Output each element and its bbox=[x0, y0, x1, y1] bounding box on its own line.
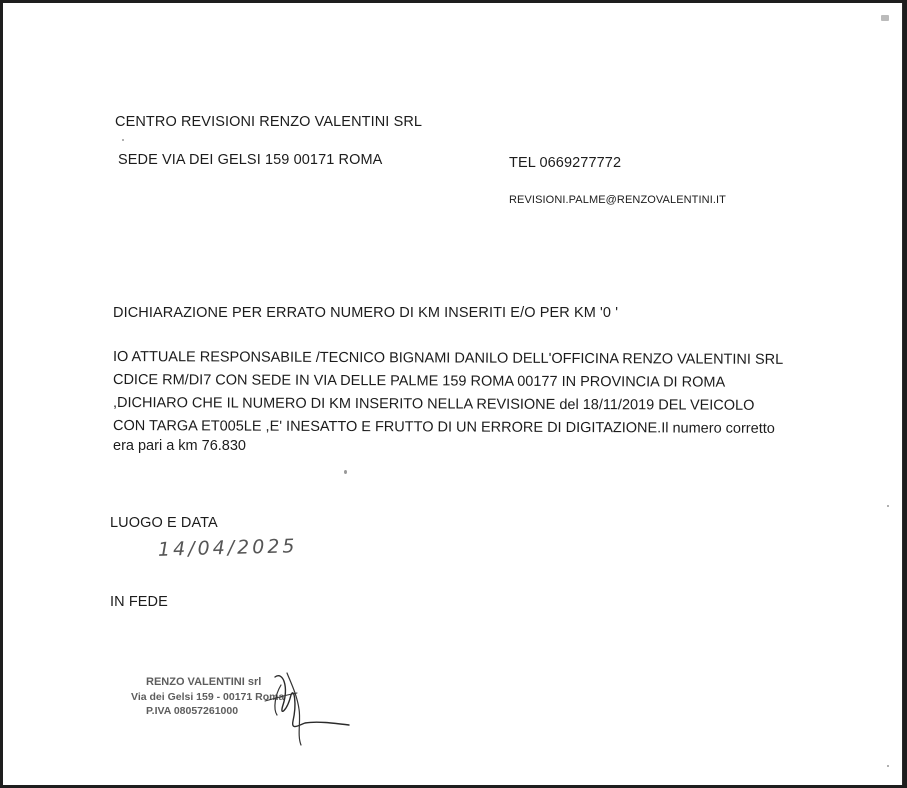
company-email: REVISIONI.PALME@RENZOVALENTINI.IT bbox=[509, 194, 726, 206]
stamp-line: P.IVA 08057261000 bbox=[146, 705, 239, 717]
body-line: CON TARGA ET005LE ,E' INESATTO E FRUTTO DI UN ERRORE DI DIGITAZIONE.Il numero corretto bbox=[112, 418, 775, 437]
scan-speck bbox=[881, 15, 889, 21]
company-phone: TEL 0669277772 bbox=[509, 155, 622, 171]
document-title: DICHIARAZIONE PER ERRATO NUMERO DI KM INSERITI E/O PER KM '0 ' bbox=[113, 305, 619, 321]
body-line: ,DICHIARO CHE IL NUMERO DI KM INSERITO NELLA REVISIONE del 18/11/2019 DEL VEICOLO bbox=[112, 395, 755, 414]
document-page bbox=[3, 3, 903, 785]
scan-speck bbox=[344, 470, 347, 474]
body-line: era pari a km 76.830 bbox=[113, 438, 246, 454]
stamp-line: RENZO VALENTINI srl bbox=[146, 676, 262, 688]
signature-icon bbox=[253, 665, 363, 753]
place-date-label: LUOGO E DATA bbox=[110, 515, 218, 531]
scan-speck bbox=[122, 139, 124, 141]
company-name: CENTRO REVISIONI RENZO VALENTINI SRL bbox=[115, 114, 423, 130]
handwritten-date: 14/04/2025 bbox=[157, 535, 298, 561]
body-line: IO ATTUALE RESPONSABILE /TECNICO BIGNAMI DANILO DELL'OFFICINA RENZO VALENTINI SRL bbox=[112, 349, 784, 368]
scan-speck bbox=[887, 505, 889, 507]
company-address: SEDE VIA DEI GELSI 159 00171 ROMA bbox=[118, 152, 383, 168]
in-fede-label: IN FEDE bbox=[110, 594, 168, 610]
body-line: CDICE RM/DI7 CON SEDE IN VIA DELLE PALME 159 ROMA 00177 IN PROVINCIA DI ROMA bbox=[112, 372, 726, 391]
stamp-line: Via dei Gelsi 159 - 00171 Roma bbox=[131, 691, 285, 703]
scan-speck bbox=[887, 765, 889, 767]
